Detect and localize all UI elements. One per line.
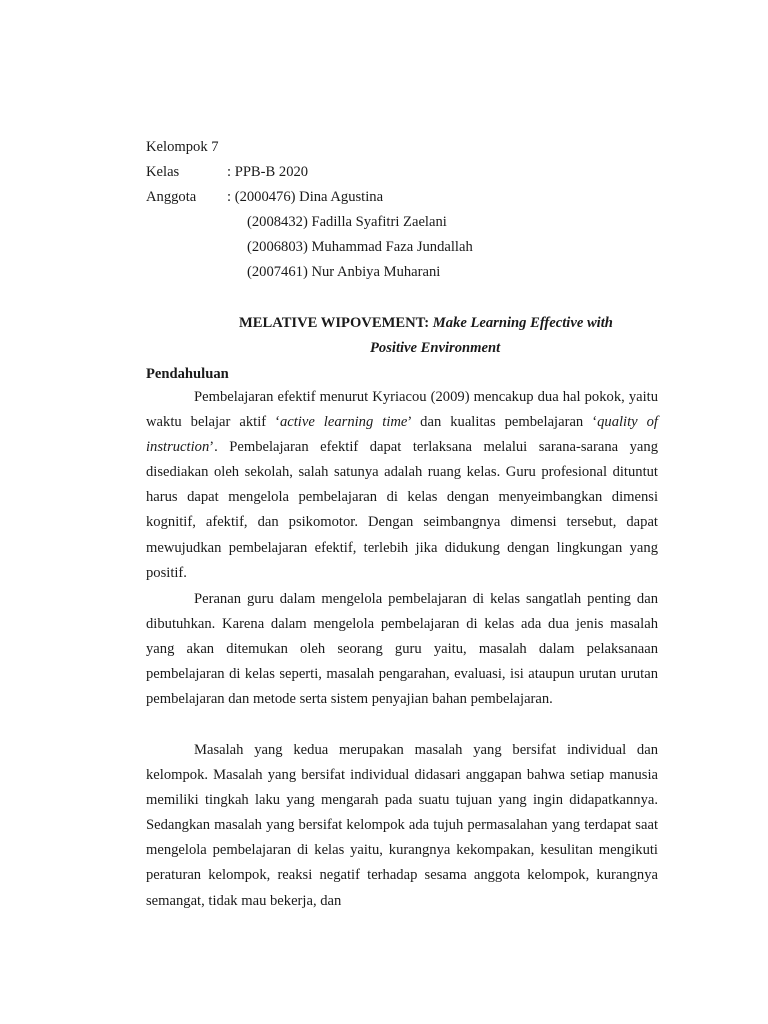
p1-text-b: ’ dan kualitas pembelajaran ‘ [407, 414, 598, 431]
title-italic-1: Make Learning Effective with [432, 315, 613, 331]
paragraph-3 [146, 738, 658, 914]
document-title-line-1 [239, 314, 613, 332]
p1-italic-2: quality of instruction [146, 414, 658, 456]
title-italic-2: Positive Environment [370, 340, 501, 356]
section-heading: Pendahuluan [146, 366, 229, 382]
p2-text: Peranan guru dalam mengelola pembelajaran di kelas sangatlah penting dan dibutuhkan. Karena dalam mengelola pembelajaran di kelas ada dua jenis masalah yang akan ditemukan oleh seorang guru yaitu, masalah dalam pelaksanaan pembelajaran di kelas seperti, masalah pengarahan, evaluasi, isi ataupun urutan urutan pembelajaran dan metode serta sistem penyajian bahan pembelajaran. [146, 591, 658, 708]
member-4: (2007461) Nur Anbiya Muharani [247, 264, 441, 280]
p1-text-c: ’. Pembelajaran efektif dapat terlaksana melalui sarana-sarana yang disediakan oleh sekolah, salah satunya adalah ruang kelas. Guru profesional dituntut harus dapat mengelola pembelajaran di kelas dengan menyeimbangkan dimensi kognitif, afektif, dan psikomotor. Dengan seimbangnya dimensi tersebut, dapat mewujudkan pembelajaran efektif, terlebih jika didukung dengan lingkungan yang positif. [146, 439, 658, 581]
paragraph-1 [146, 385, 658, 586]
paragraph-2 [146, 587, 658, 712]
p1-text-a: Pembelajaran efektif menurut Kyriacou (2009) mencakup dua hal pokok, yaitu waktu belajar aktif ‘ [146, 389, 658, 431]
members-label: Anggota [146, 189, 197, 205]
member-1: : (2000476) Dina Agustina [227, 189, 384, 205]
document-title-line-2 [370, 339, 500, 357]
title-bold: MELATIVE WIPOVEMENT: [239, 315, 430, 331]
member-3: (2006803) Muhammad Faza Jundallah [247, 239, 473, 255]
p3-text: Masalah yang kedua merupakan masalah yang bersifat individual dan kelompok. Masalah yang bersifat individual didasari anggapan bahwa setiap manusia memiliki tingkah laku yang mengarah pada suatu tujuan yang ingin didapatkannya. Sedangkan masalah yang bersifat kelompok ada tujuh permasalahan yang terdapat saat mengelola pembelajaran di kelas yaitu, kurangnya kekompakan, kesulitan mengikuti peraturan kelompok, reaksi negatif terhadap sesama anggota kelompok, kurangnya semangat, tidak mau bekerja, dan [146, 742, 658, 909]
member-2: (2008432) Fadilla Syafitri Zaelani [247, 214, 447, 230]
class-label: Kelas [146, 164, 180, 180]
group-name: Kelompok 7 [146, 139, 219, 155]
p1-italic-1: active learning time [279, 414, 408, 431]
class-value: : PPB-B 2020 [227, 164, 309, 180]
